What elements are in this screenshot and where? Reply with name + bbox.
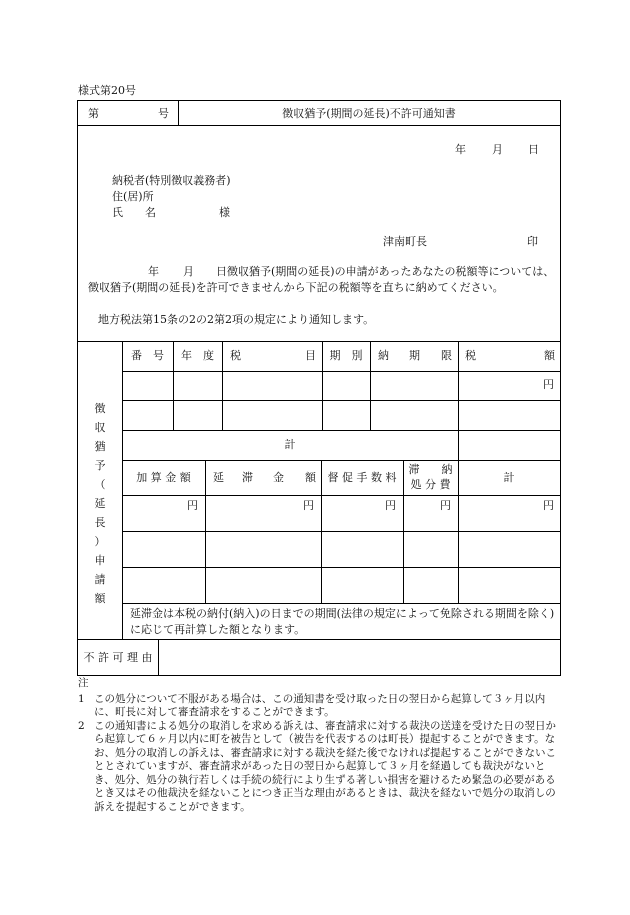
doc-number-prefix: 第 [88,107,99,120]
header-fiscal-year: 年 度 [181,349,214,362]
header-due-c: 限 [441,349,452,362]
notice-form [77,100,561,676]
header-number: 番 号 [131,349,164,362]
yen-unit: 円 [543,378,554,391]
notice-body [88,264,556,296]
delinquency-footnote: 延滞金は本税の納付(納入)の日までの期間(法律の規定によって免除される期間を除く)に応じて再計算した額となります。 [130,607,555,636]
note-item: 1 この処分について不服がある場合は、この通知書を受け取った日の翌日から起算して３ヶ月以内に、町長に対して審査請求をすることができます。 [78,692,546,718]
date-year-label: 年 [455,143,466,156]
body-month-label: 月 [183,265,194,278]
honorific: 様 [219,206,230,219]
note-item: 2 この通知書による処分の取消しを求める訴えは、審査請求に対する裁決の送達を受けた日の翌日から起算して６ヶ月以内に町を被告として（被告を代表するのは町長）提起することができます。なお、処分の取消しの訴えは、審査請求に対する裁決を経た後でなければ提起することができないこととされていますが、審査請求があった日の翌日から起算して３ヶ月を経過しても裁決がないとき、処分、処分の執行若しくは手続の続行により生ずる著しい損害を避けるため緊急の必要があるとき又はその他裁決を経ないことにつき正当な理由があるときは、裁決を経ないで処分の取消しの訴えを提起することができます。 [78,719,556,813]
header-due-a: 納 [378,349,389,362]
notes-heading: 注 [78,677,89,689]
header-tax-item-b: 目 [305,349,316,362]
header-tax-item-a: 税 [230,349,241,362]
header-period: 期 別 [329,349,363,362]
date-month-label: 月 [492,143,503,156]
header-amount-a: 税 [465,349,476,362]
yen-unit: 円 [187,499,198,512]
name-label-second: 名 [145,206,156,219]
header-disposition-line1: 滞 納 [408,463,453,476]
header-delinquency-d: 額 [305,471,316,484]
form-number: 様式第20号 [78,84,136,97]
header-disposition-line2: 処 分 費 [410,478,451,491]
name-label-first: 氏 [112,206,123,219]
rejection-reason-label: 不 許 可 理 由 [83,651,153,664]
header-due-b: 期 [409,349,420,362]
document-title: 徴収猶予(期間の延長)不許可通知書 [282,107,456,120]
header-surcharge: 加 算 金 額 [136,471,191,484]
recipient-label: 納税者(特別徴収義務者) [112,174,231,187]
body-year-label: 年 [148,265,159,278]
header-delinquency-c: 金 [273,471,284,484]
date-day-label: 日 [528,143,539,156]
header-demand-fee: 督 促 手 数 料 [327,471,397,484]
body-text: 日徴収猶予(期間の延長)の申請があったあなたの税額等については、徴収猶予(期間の延長)を許可できませんから下記の税額等を直ちに納めてください。 [88,265,555,294]
header-amount-b: 額 [544,349,555,362]
header-delinquency-b: 滞 [242,471,253,484]
doc-number-suffix: 号 [158,107,169,120]
legal-basis: 地方税法第15条の2の2第2項の規定により通知します。 [98,313,375,326]
total-label: 計 [284,438,296,451]
header-total: 計 [503,471,515,484]
yen-unit: 円 [303,499,314,512]
section-vertical-label: 徴 収 猶 予 （ 延 長 ） 申 請 額 [94,402,106,605]
yen-unit: 円 [385,499,396,512]
seal-mark: 印 [527,235,538,248]
yen-unit: 円 [543,499,554,512]
sender-name: 津南町長 [383,235,427,248]
address-label: 住(居)所 [112,190,154,203]
header-delinquency-a: 延 [213,471,224,484]
notes-section [78,677,558,814]
yen-unit: 円 [440,499,451,512]
